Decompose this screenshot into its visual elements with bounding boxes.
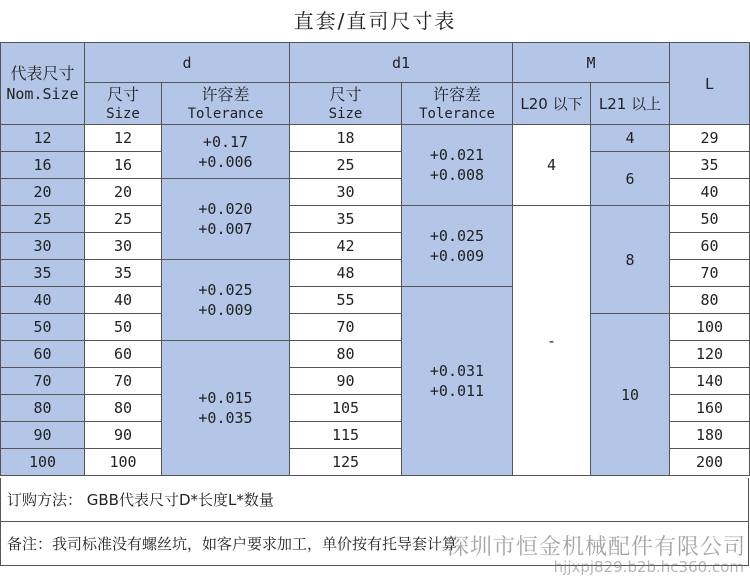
company-watermark: 深圳市恒金机械配件有限公司	[446, 535, 746, 560]
cell-m-l21: 10	[591, 314, 670, 476]
cell-d: 60	[85, 341, 162, 368]
cell-d: 100	[85, 449, 162, 476]
cell-l: 50	[670, 206, 750, 233]
cell-nom: 100	[1, 449, 85, 476]
cell-d: 25	[85, 206, 162, 233]
cell-nom: 25	[1, 206, 85, 233]
cell-l: 35	[670, 152, 750, 179]
cell-d1-tolerance: +0.025 +0.009	[402, 206, 513, 287]
cell-m-l21: 8	[591, 206, 670, 314]
header-l: L	[670, 43, 750, 125]
header-row-2	[1, 83, 750, 125]
cell-d1: 55	[290, 287, 402, 314]
header-m-l20: L20 以下	[513, 83, 591, 125]
cell-nom: 50	[1, 314, 85, 341]
cell-d1: 42	[290, 233, 402, 260]
cell-l: 120	[670, 341, 750, 368]
cell-l: 80	[670, 287, 750, 314]
cell-nom: 40	[1, 287, 85, 314]
header-d1-size: 尺寸 Size	[290, 83, 402, 125]
cell-l: 160	[670, 395, 750, 422]
cell-d: 16	[85, 152, 162, 179]
cell-d: 90	[85, 422, 162, 449]
cell-d1: 115	[290, 422, 402, 449]
cell-d1-tolerance: +0.021 +0.008	[402, 125, 513, 206]
watermark-url: hjjxpj829.b2b.hc360.com	[553, 558, 744, 576]
cell-d-tolerance: +0.025 +0.009	[162, 260, 290, 341]
cell-l: 140	[670, 368, 750, 395]
cell-nom: 30	[1, 233, 85, 260]
cell-d1: 105	[290, 395, 402, 422]
cell-d1: 90	[290, 368, 402, 395]
cell-d: 35	[85, 260, 162, 287]
cell-m-l20: 4	[513, 125, 591, 206]
cell-d1: 18	[290, 125, 402, 152]
cell-m-l21: 6	[591, 152, 670, 206]
header-nom-size: 代表尺寸 Nom.Size	[1, 43, 85, 125]
cell-d1: 48	[290, 260, 402, 287]
cell-nom: 35	[1, 260, 85, 287]
table-row	[1, 152, 750, 179]
cell-d: 50	[85, 314, 162, 341]
header-m: M	[513, 43, 670, 83]
cell-nom: 20	[1, 179, 85, 206]
page-title: 直套/直司尺寸表	[293, 9, 457, 33]
spec-table	[0, 42, 750, 476]
cell-d1: 35	[290, 206, 402, 233]
cell-d1-tolerance: +0.031 +0.011	[402, 287, 513, 476]
cell-nom: 70	[1, 368, 85, 395]
cell-nom: 90	[1, 422, 85, 449]
cell-d1: 70	[290, 314, 402, 341]
cell-l: 29	[670, 125, 750, 152]
header-d1: d1	[290, 43, 513, 83]
cell-d-tolerance: +0.015 +0.035	[162, 341, 290, 476]
cell-d: 80	[85, 395, 162, 422]
header-row-1	[1, 43, 750, 83]
cell-d-tolerance: +0.17 +0.006	[162, 125, 290, 179]
table-row	[1, 314, 750, 341]
remark-note: 备注：我司标准没有螺丝坑，如客户要求加工，单价按有托导套计算	[0, 522, 749, 566]
table-row	[1, 125, 750, 152]
cell-l: 60	[670, 233, 750, 260]
header-d-tolerance: 许容差 Tolerance	[162, 83, 290, 125]
cell-l: 40	[670, 179, 750, 206]
header-d: d	[85, 43, 290, 83]
table-row	[1, 206, 750, 233]
cell-d1: 25	[290, 152, 402, 179]
cell-nom: 60	[1, 341, 85, 368]
order-method-note: 订购方法： GBB代表尺寸D*长度L*数量	[0, 478, 749, 522]
cell-d: 20	[85, 179, 162, 206]
cell-l: 100	[670, 314, 750, 341]
cell-l: 200	[670, 449, 750, 476]
header-m-l21: L21 以上	[591, 83, 670, 125]
cell-m-l21: 4	[591, 125, 670, 152]
cell-d: 30	[85, 233, 162, 260]
cell-d: 70	[85, 368, 162, 395]
cell-d1: 125	[290, 449, 402, 476]
cell-nom: 12	[1, 125, 85, 152]
header-d-size: 尺寸 Size	[85, 83, 162, 125]
cell-d: 12	[85, 125, 162, 152]
cell-d1: 80	[290, 341, 402, 368]
cell-nom: 16	[1, 152, 85, 179]
cell-l: 70	[670, 260, 750, 287]
header-d1-tolerance: 许容差 Tolerance	[402, 83, 513, 125]
cell-l: 180	[670, 422, 750, 449]
cell-d-tolerance: +0.020 +0.007	[162, 179, 290, 260]
cell-nom: 80	[1, 395, 85, 422]
cell-d1: 30	[290, 179, 402, 206]
cell-m-l20: -	[513, 206, 591, 476]
cell-d: 40	[85, 287, 162, 314]
